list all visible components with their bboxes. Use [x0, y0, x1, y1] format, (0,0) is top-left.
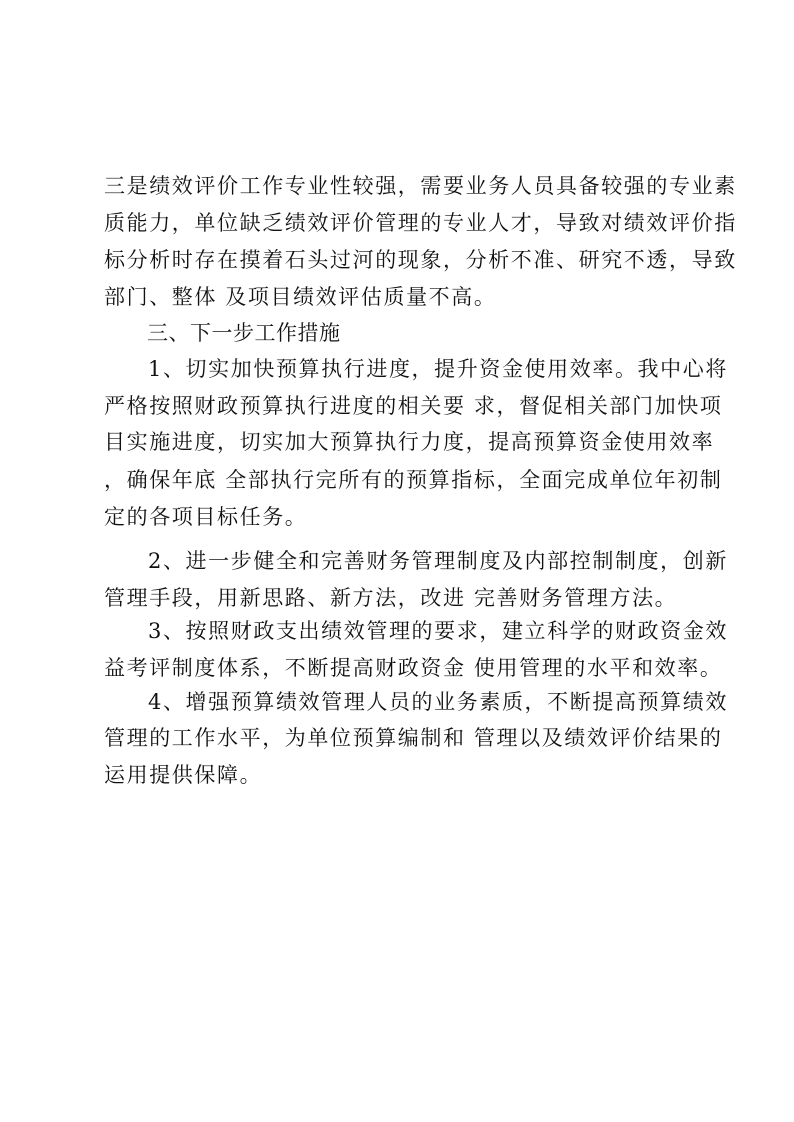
paragraph-line: 严格按照财政预算执行进度的相关要 求，督促相关部门加快项 [104, 394, 723, 418]
section-heading: 三、下一步工作措施 [147, 321, 341, 345]
paragraph-line: 4、增强预算绩效管理人员的业务素质，不断提高预算绩效 [148, 690, 728, 714]
paragraph-line: 定的各项目标任务。 [104, 505, 308, 529]
paragraph-line: ，确保年底 全部执行完所有的预算指标，全面完成单位年初制 [104, 468, 723, 492]
paragraph-line: 目实施进度，切实加大预算执行力度，提高预算资金使用效率 [104, 430, 715, 454]
paragraph-line: 运用提供保障。 [104, 763, 263, 787]
paragraph-line: 益考评制度体系，不断提高财政资金 使用管理的水平和效率。 [104, 656, 723, 680]
paragraph-line: 部门、整体 及项目绩效评估质量不高。 [104, 285, 497, 309]
paragraph-line: 质能力，单位缺乏绩效评价管理的专业人才，导致对绩效评价指 [104, 211, 737, 235]
paragraph-line: 三是绩效评价工作专业性较强，需要业务人员具备较强的专业素 [104, 174, 737, 198]
paragraph-line: 标分析时存在摸着石头过河的现象，分析不准、研究不透，导致 [104, 248, 737, 272]
paragraph-line: 3、按照财政支出绩效管理的要求，建立科学的财政资金效 [148, 619, 728, 643]
paragraph-line: 2、进一步健全和完善财务管理制度及内部控制制度，创新 [148, 549, 728, 573]
paragraph-line: 1、切实加快预算执行进度，提升资金使用效率。我中心将 [148, 357, 728, 381]
paragraph-line: 管理手段，用新思路、新方法，改进 完善财务管理方法。 [104, 586, 678, 610]
paragraph-line: 管理的工作水平，为单位预算编制和 管理以及绩效评价结果的 [104, 726, 723, 750]
